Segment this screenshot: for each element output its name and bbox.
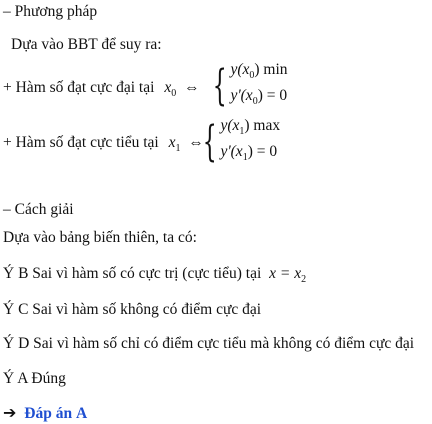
max-rule-var: $x_0$: [164, 79, 177, 99]
max-rule-cond1: $y(x_0)$ min: [230, 61, 288, 81]
option-d-line: Ý D Sai vì hàm số chỉ có điểm cực tiểu mà không có điểm cực đại: [3, 335, 415, 352]
left-brace-icon: {: [202, 117, 217, 167]
min-rule-cond1: $y(x_1)$ max: [220, 117, 281, 137]
min-rule-var: $x_1$: [168, 134, 181, 154]
min-rule: [3, 133, 204, 159]
method-intro: Dựa vào BBT để suy ra:: [11, 36, 162, 53]
max-rule-text: + Hàm số đạt cực đại tại: [3, 79, 155, 96]
min-rule-iff: ⇔: [188, 134, 204, 151]
option-c-line: Ý C Sai vì hàm số không có điểm cực đại: [3, 301, 262, 318]
option-b-text: Ý B Sai vì hàm số có cực trị (cực tiểu) tại: [3, 265, 262, 282]
right-arrow-icon: ➔: [3, 403, 17, 422]
solution-heading: – Cách giải: [3, 201, 74, 218]
method-heading: – Phương pháp: [3, 3, 98, 20]
min-rule-text: + Hàm số đạt cực tiểu tại: [3, 134, 159, 151]
solution-intro: Dựa vào bảng biến thiên, ta có:: [3, 229, 197, 246]
answer-label: Đáp án: [24, 405, 73, 422]
option-b-math: $x = x_2$: [269, 265, 307, 285]
answer-letter: A: [75, 405, 88, 422]
option-a-line: Ý A Đúng: [3, 370, 66, 387]
min-rule-cond2: $y'(x_1) = 0$: [220, 143, 278, 163]
min-rule-system: [197, 116, 280, 168]
max-rule-system: [207, 60, 288, 112]
option-b-line: [3, 264, 306, 290]
left-brace-icon: {: [212, 61, 227, 111]
max-rule-iff: ⇔: [184, 79, 200, 96]
max-rule: [3, 78, 200, 104]
max-rule-cond2: $y'(x_0) = 0$: [230, 87, 288, 107]
